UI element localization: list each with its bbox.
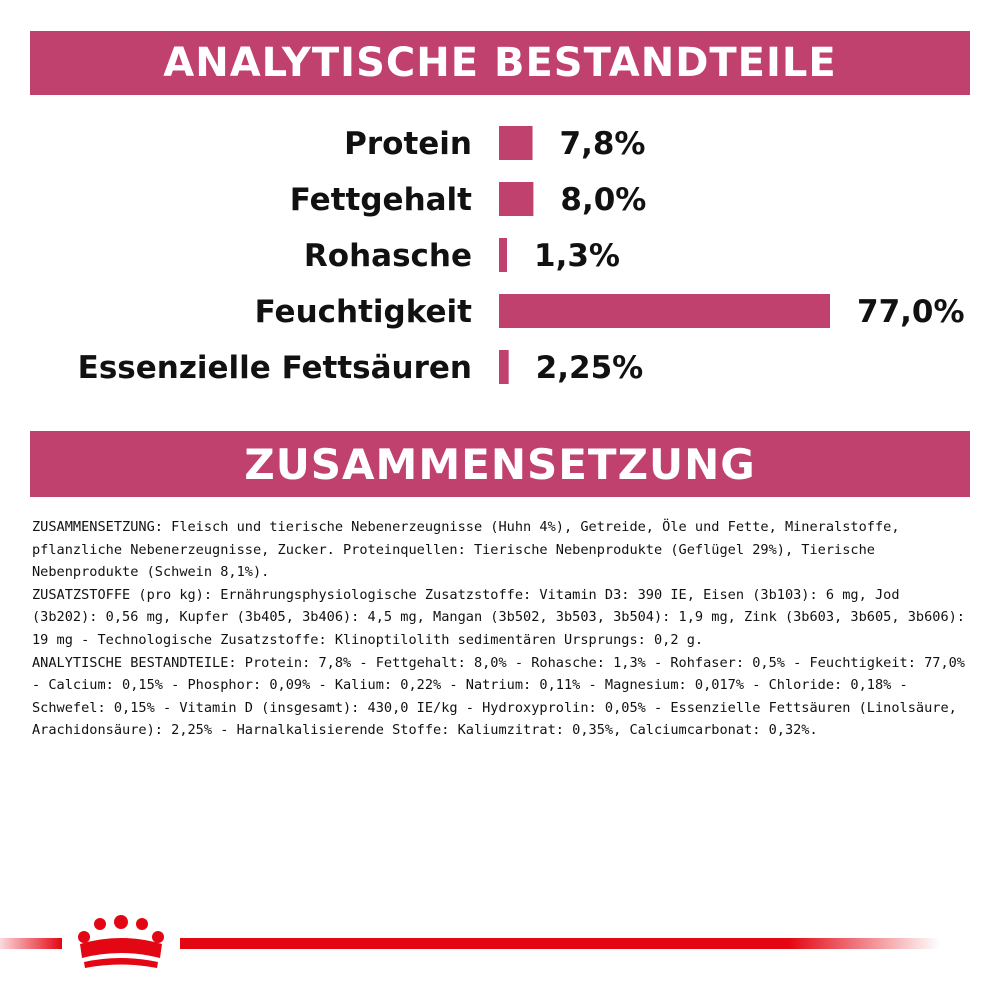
value-label: 8,0% (560, 182, 647, 218)
value-label: 7,8% (559, 126, 646, 162)
nutrient-bar-chart (0, 110, 1000, 400)
value-label: 2,25% (535, 350, 644, 386)
analysis-header (30, 31, 970, 95)
brand-footer (0, 912, 1000, 972)
category-label: Essenzielle Fettsäuren (77, 350, 472, 386)
crown-icon (78, 915, 164, 968)
composition-title: ZUSAMMENSETZUNG (244, 439, 756, 489)
category-label: Feuchtigkeit (254, 294, 472, 330)
footer-line-left (0, 938, 62, 949)
category-label: Rohasche (303, 238, 472, 274)
composition-paragraph: ZUSAMMENSETZUNG: Fleisch und tierische Nebenerzeugnisse (Huhn 4%), Getreide, Öle und Fette, Mineralstoffe, pflanzliche Nebenerzeugnisse, Zucker. Proteinquellen: Tierische Nebenprodukte (Geflügel 29%), Tierische Nebenprodukte (Schwein 8,1%). (32, 519, 900, 581)
category-label: Protein (344, 126, 472, 162)
bar-0 (499, 126, 533, 160)
bar-2 (499, 238, 507, 272)
analysis-paragraph: ANALYTISCHE BESTANDTEILE: Protein: 7,8% - Fettgehalt: 8,0% - Rohasche: 1,3% - Rohfaser: 0,5% - Feuchtigkeit: 77,0% - Calcium: 0,15% - Phosphor: 0,09% - Kalium: 0,22% - Natrium: 0,11% - Magnesium: 0,017% - Chloride: 0,18% - Schwefel: 0,15% - Vitamin D (insgesamt): 430,0 IE/kg - Hydroxyprolin: 0,05% - Essenzielle Fettsäuren (Linolsäure, Arachidonsäure): 2,25% - Harnalkalisierende Stoffe: Kaliumzitrat: 0,35%, Calciumcarbonat: 0,32%. (32, 654, 965, 739)
bar-3 (499, 294, 830, 328)
bar-4 (499, 350, 509, 384)
analysis-title: ANALYTISCHE BESTANDTEILE (163, 40, 837, 86)
category-label: Fettgehalt (289, 182, 472, 218)
bar-1 (499, 182, 533, 216)
value-label: 1,3% (534, 238, 620, 274)
footer-line-right (180, 938, 940, 949)
additives-paragraph: ZUSATZSTOFFE (pro kg): Ernährungsphysiologische Zusatzstoffe: Vitamin D3: 390 IE, Eisen (3b103): 6 mg, Jod (3b202): 0,56 mg, Kupfer (3b405, 3b406): 4,5 mg, Mangan (3b502, 3b503, 3b504): 1,9 mg, Zink (3b603, 3b605, 3b606): 19 mg - Technologische Zusatzstoffe: Klinoptilolith sedimentären Ursprungs: 0,2 g. (32, 586, 965, 648)
composition-header (30, 431, 970, 497)
value-label: 77,0% (857, 294, 965, 330)
composition-text (32, 516, 972, 742)
